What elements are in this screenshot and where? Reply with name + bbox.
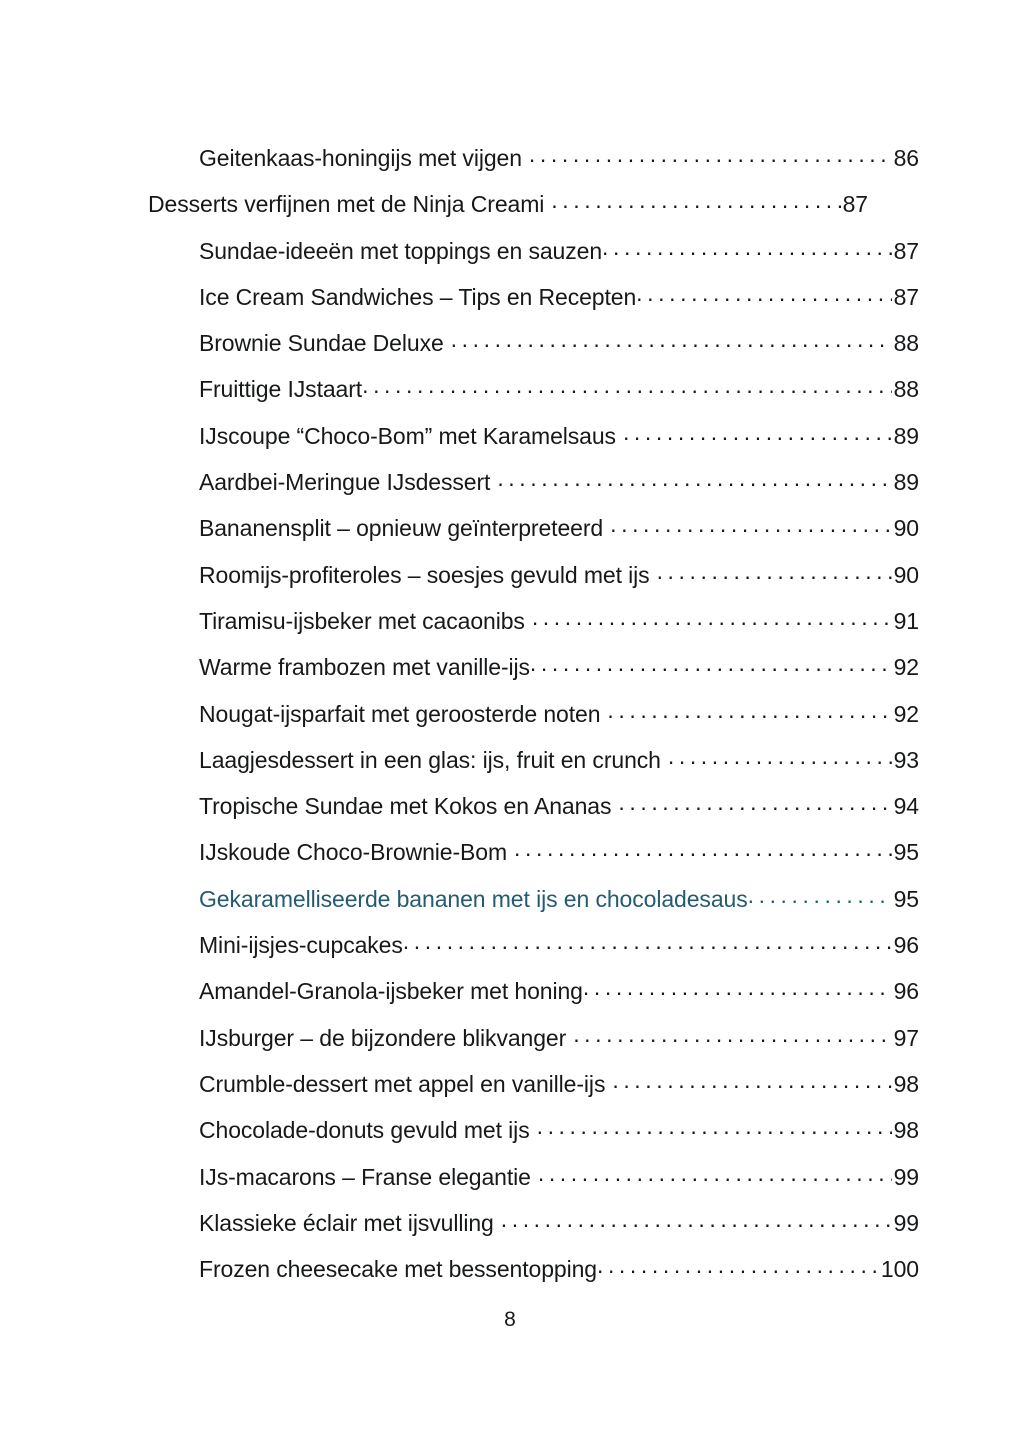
toc-dot-leader (551, 189, 840, 212)
toc-dot-leader (573, 1023, 891, 1046)
toc-entry[interactable] (148, 606, 919, 652)
toc-entry[interactable] (148, 513, 919, 559)
toc-dot-leader (668, 745, 892, 768)
toc-entry-title: Gekaramelliseerde bananen met ijs en chocoladesaus (199, 885, 748, 912)
toc-entry-title: Roomijs-profiteroles – soesjes gevuld met ijs (199, 561, 650, 588)
toc-entry-page-number: 96 (893, 978, 919, 1005)
toc-entry-page-number: 97 (893, 1024, 919, 1051)
toc-entry-page-number: 88 (893, 330, 919, 357)
toc-dot-leader (514, 837, 892, 860)
toc-entry-title: IJs-macarons – Franse elegantie (199, 1163, 531, 1190)
toc-entry[interactable] (148, 884, 919, 930)
toc-entry-title: Tropische Sundae met Kokos en Ananas (199, 793, 612, 820)
toc-entry-title: Desserts verfijnen met de Ninja Creami (148, 191, 545, 218)
toc-entry-page-number: 87 (893, 237, 919, 264)
toc-entry-page-number: 87 (842, 191, 868, 218)
toc-dot-leader (612, 1069, 891, 1092)
toc-entry[interactable] (148, 1208, 919, 1254)
toc-entry[interactable] (148, 421, 919, 467)
toc-entry[interactable] (148, 976, 919, 1022)
toc-entry-title: Geitenkaas-honingijs met vijgen (199, 145, 522, 171)
toc-entry-page-number: 99 (893, 1163, 919, 1190)
toc-entry-title: IJscoupe “Choco-Bom” met Karamelsaus (199, 422, 616, 449)
toc-entry[interactable] (148, 328, 919, 374)
toc-entry-title: Aardbei-Meringue IJsdessert (199, 469, 491, 496)
toc-entry-page-number: 88 (893, 376, 919, 403)
toc-entry[interactable] (148, 837, 919, 883)
toc-entry[interactable] (148, 560, 919, 606)
toc-entry[interactable] (148, 791, 919, 837)
toc-dot-leader (597, 1254, 879, 1277)
toc-entry-title: Frozen cheesecake met bessentopping (199, 1256, 597, 1283)
toc-entry-title: Brownie Sundae Deluxe (199, 330, 444, 357)
toc-dot-leader (610, 513, 892, 536)
toc-dot-leader (607, 699, 891, 722)
toc-entry-page-number: 95 (893, 839, 919, 866)
toc-entry[interactable] (148, 699, 919, 745)
toc-entry[interactable] (148, 652, 919, 698)
toc-entry-title: Laagjesdessert in een glas: ijs, fruit en crunch (199, 746, 661, 773)
toc-entry[interactable] (148, 282, 919, 328)
toc-dot-leader (532, 606, 892, 629)
toc-entry-title: Ice Cream Sandwiches – Tips en Recepten (199, 283, 637, 310)
toc-entry-page-number: 98 (893, 1070, 919, 1097)
toc-entry-title: IJsburger – de bijzondere blikvanger (199, 1024, 567, 1051)
toc-entry-page-number: 87 (893, 283, 919, 310)
toc-entry-title: Fruittige IJstaart (199, 376, 363, 403)
toc-entry[interactable] (148, 236, 919, 282)
toc-entry[interactable] (148, 189, 868, 235)
toc-entry[interactable] (148, 1023, 919, 1069)
toc-entry-page-number: 91 (893, 607, 919, 634)
toc-entry-page-number: 89 (893, 422, 919, 449)
toc-entry-title: Nougat-ijsparfait met geroosterde noten (199, 700, 601, 727)
toc-entry[interactable] (148, 1115, 919, 1161)
toc-entry-page-number: 96 (893, 932, 919, 959)
toc-dot-leader (451, 328, 892, 351)
toc-entry[interactable] (148, 467, 919, 513)
toc-entry-page-number: 92 (893, 700, 919, 727)
toc-dot-leader (497, 467, 891, 490)
toc-dot-leader (501, 1208, 892, 1231)
toc-entry[interactable] (148, 1254, 919, 1300)
toc-entry-page-number: 86 (893, 145, 919, 171)
toc-entry-page-number: 92 (893, 654, 919, 681)
toc-entry-title: Sundae-ideeën met toppings en sauzen (199, 237, 603, 264)
toc-entry[interactable] (148, 745, 919, 791)
toc-entry-page-number: 98 (893, 1117, 919, 1144)
table-of-contents (148, 143, 919, 1300)
toc-entry[interactable] (148, 374, 919, 420)
toc-dot-leader (538, 1162, 892, 1185)
toc-dot-leader (636, 282, 891, 305)
page-folio-number: 8 (504, 1308, 516, 1331)
toc-entry-page-number: 90 (893, 515, 919, 542)
toc-entry-page-number: 89 (893, 469, 919, 496)
toc-entry[interactable] (148, 930, 919, 976)
toc-entry[interactable] (148, 143, 919, 189)
toc-entry-title: Warme frambozen met vanille-ijs (199, 654, 530, 681)
toc-entry-title: Crumble-dessert met appel en vanille-ijs (199, 1070, 606, 1097)
toc-entry-page-number: 94 (893, 793, 919, 820)
toc-dot-leader (362, 374, 892, 397)
toc-entry-page-number: 93 (893, 746, 919, 773)
toc-entry-page-number: 95 (893, 885, 919, 912)
toc-entry-page-number: 90 (893, 561, 919, 588)
toc-entry[interactable] (148, 1162, 919, 1208)
toc-entry-title: Klassieke éclair met ijsvulling (199, 1209, 494, 1236)
toc-dot-leader (623, 421, 892, 444)
toc-entry-title: Bananensplit – opnieuw geïnterpreteerd (199, 515, 604, 542)
toc-dot-leader (583, 976, 892, 999)
toc-dot-leader (657, 560, 892, 583)
toc-dot-leader (618, 791, 891, 814)
toc-dot-leader (602, 236, 892, 259)
toc-entry-page-number: 99 (893, 1209, 919, 1236)
toc-entry-title: Chocolade-donuts gevuld met ijs (199, 1117, 530, 1144)
toc-dot-leader (530, 652, 892, 675)
toc-dot-leader (748, 884, 892, 907)
toc-entry-title: Amandel-Granola-ijsbeker met honing (199, 978, 583, 1005)
toc-entry-title: Mini-ijsjes-cupcakes (199, 932, 403, 959)
toc-dot-leader (403, 930, 892, 953)
toc-entry-page-number: 100 (880, 1256, 919, 1283)
toc-dot-leader (529, 143, 892, 166)
toc-entry[interactable] (148, 1069, 919, 1115)
toc-entry-title: Tiramisu-ijsbeker met cacaonibs (199, 607, 525, 634)
toc-dot-leader (537, 1115, 892, 1138)
toc-entry-title: IJskoude Choco-Brownie-Bom (199, 839, 508, 866)
